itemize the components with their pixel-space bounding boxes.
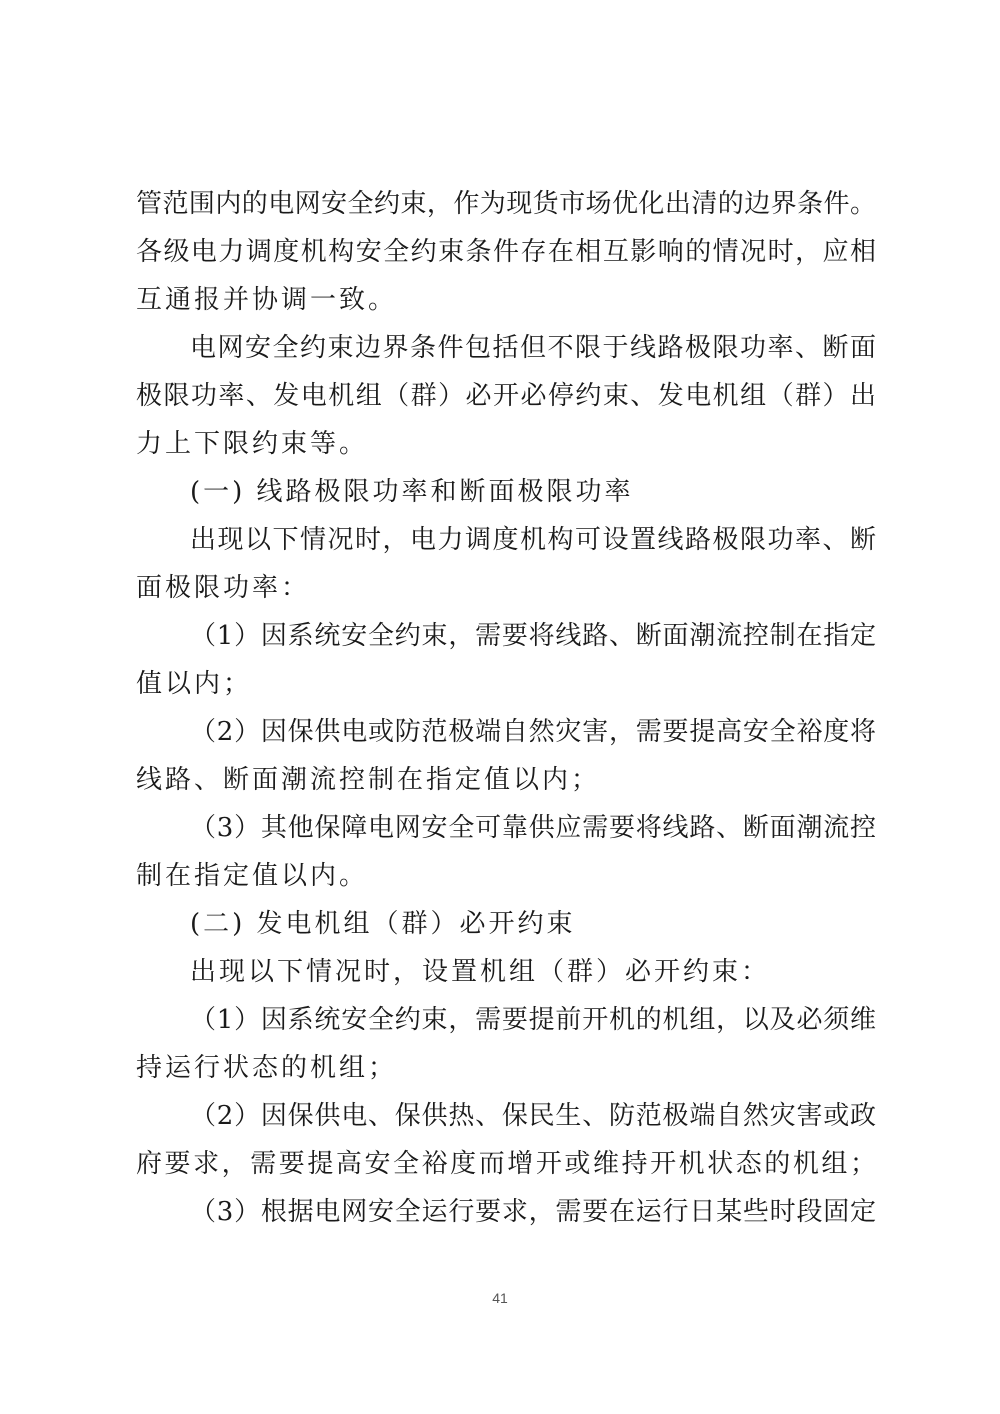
text-line: 面极限功率： bbox=[136, 573, 311, 603]
text-line: 制在指定值以内。 bbox=[136, 861, 369, 891]
text-line: 出现以下情况时，设置机组（群）必开约束： bbox=[190, 957, 771, 987]
text-line: （1）因系统安全约束，需要提前开机的机组，以及必须维 bbox=[190, 1005, 876, 1035]
text-line: 极限功率、发电机组（群）必开必停约束、发电机组（群）出 bbox=[136, 381, 876, 411]
text-line: 持运行状态的机组； bbox=[136, 1053, 398, 1083]
document-body bbox=[136, 180, 876, 1236]
text-line: 线路、断面潮流控制在指定值以内； bbox=[136, 765, 601, 795]
text-line: （1）因系统安全约束，需要将线路、断面潮流控制在指定 bbox=[190, 621, 876, 651]
text-line: 值以内； bbox=[136, 669, 253, 699]
text-line: （3）其他保障电网安全可靠供应需要将线路、断面潮流控 bbox=[190, 813, 876, 843]
text-line: （3）根据电网安全运行要求，需要在运行日某些时段固定 bbox=[190, 1197, 876, 1227]
page-number: 41 bbox=[492, 1290, 508, 1306]
section-heading: (二) 发电机组（群）必开约束 bbox=[190, 909, 576, 939]
section-heading: (一) 线路极限功率和断面极限功率 bbox=[190, 477, 634, 507]
text-line: 力上下限约束等。 bbox=[136, 429, 369, 459]
text-line: 出现以下情况时，电力调度机构可设置线路极限功率、断 bbox=[190, 525, 876, 555]
text-line: 电网安全约束边界条件包括但不限于线路极限功率、断面 bbox=[190, 333, 876, 363]
text-line: 各级电力调度机构安全约束条件存在相互影响的情况时，应相 bbox=[136, 237, 876, 267]
text-line: 管范围内的电网安全约束，作为现货市场优化出清的边界条件。 bbox=[136, 189, 876, 219]
text-line: 互通报并协调一致。 bbox=[136, 285, 398, 315]
text-line: 府要求，需要提高安全裕度而增开或维持开机状态的机组； bbox=[136, 1149, 876, 1179]
text-line: （2）因保供电、保供热、保民生、防范极端自然灾害或政 bbox=[190, 1101, 876, 1131]
text-line: （2）因保供电或防范极端自然灾害，需要提高安全裕度将 bbox=[190, 717, 876, 747]
